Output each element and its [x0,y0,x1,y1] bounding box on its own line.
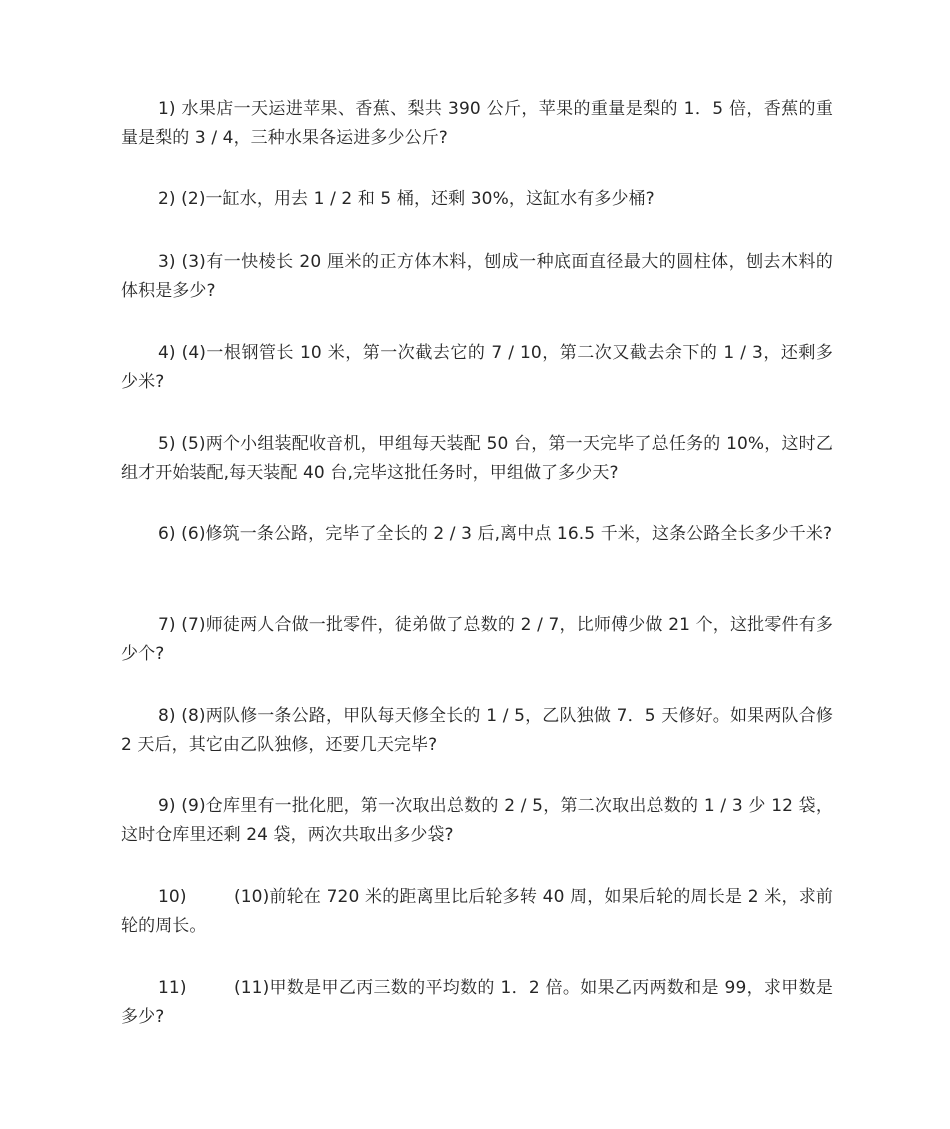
problem-number: 7) [158,615,176,635]
problem-text: (11)甲数是甲乙丙三数的平均数的 1．2 倍。如果乙丙两数和是 99，求甲数是多少? [121,978,833,1027]
problem-text: (5)两个小组装配收音机，甲组每天装配 50 台，第一天完毕了总任务的 10%，这时乙组才开始装配,每天装配 40 台,完毕这批任务时，甲组做了多少天? [121,434,833,483]
problem-text: (9)仓库里有一批化肥，第一次取出总数的 2 / 5，第二次取出总数的 1 / 3 少 12 袋，这时仓库里还剩 24 袋，两次共取出多少袋? [121,796,833,845]
problem-number: 10) [158,887,187,907]
problem-text: (2)一缸水，用去 1 / 2 和 5 桶，还剩 30%，这缸水有多少桶? [181,189,655,209]
problem-number: 1) [158,99,176,119]
problem-6 [121,520,833,549]
problem-text: (7)师徒两人合做一批零件，徒弟做了总数的 2 / 7，比师傅少做 21 个，这批零件有多少个? [121,615,833,664]
problem-number: 9) [158,796,176,816]
problem-text: 水果店一天运进苹果、香蕉、梨共 390 公斤，苹果的重量是梨的 1．5 倍，香蕉的重量是梨的 3 / 4，三种水果各运进多少公斤? [121,99,833,148]
problem-1 [121,95,833,153]
problem-number: 11) [158,978,187,998]
problem-3 [121,248,833,306]
problem-text: (3)有一快棱长 20 厘米的正方体木料，刨成一种底面直径最大的圆柱体，刨去木料的体积是多少? [121,252,833,301]
problem-number: 3) [158,252,176,272]
problem-11 [121,974,833,1032]
problem-number: 5) [158,434,176,454]
problem-text: (8)两队修一条公路，甲队每天修全长的 1 / 5，乙队独做 7．5 天修好。如果两队合修 2 天后，其它由乙队独修，还要几天完毕? [121,706,833,755]
problem-9 [121,792,833,850]
problem-4 [121,339,833,397]
problem-10 [121,883,833,941]
problem-text: (4)一根钢管长 10 米，第一次截去它的 7 / 10，第二次又截去余下的 1 / 3，还剩多少米? [121,343,833,392]
problem-5 [121,430,833,488]
problem-2 [121,185,833,214]
problem-number: 2) [158,189,176,209]
problem-number: 6) [158,524,176,544]
problem-number: 4) [158,343,176,363]
problem-text: (10)前轮在 720 米的距离里比后轮多转 40 周，如果后轮的周长是 2 米，求前轮的周长。 [121,887,833,936]
problem-7 [121,611,833,669]
problem-text: (6)修筑一条公路，完毕了全长的 2 / 3 后,离中点 16.5 千米，这条公路全长多少千米? [181,524,833,544]
problem-8 [121,702,833,760]
problem-number: 8) [158,706,176,726]
